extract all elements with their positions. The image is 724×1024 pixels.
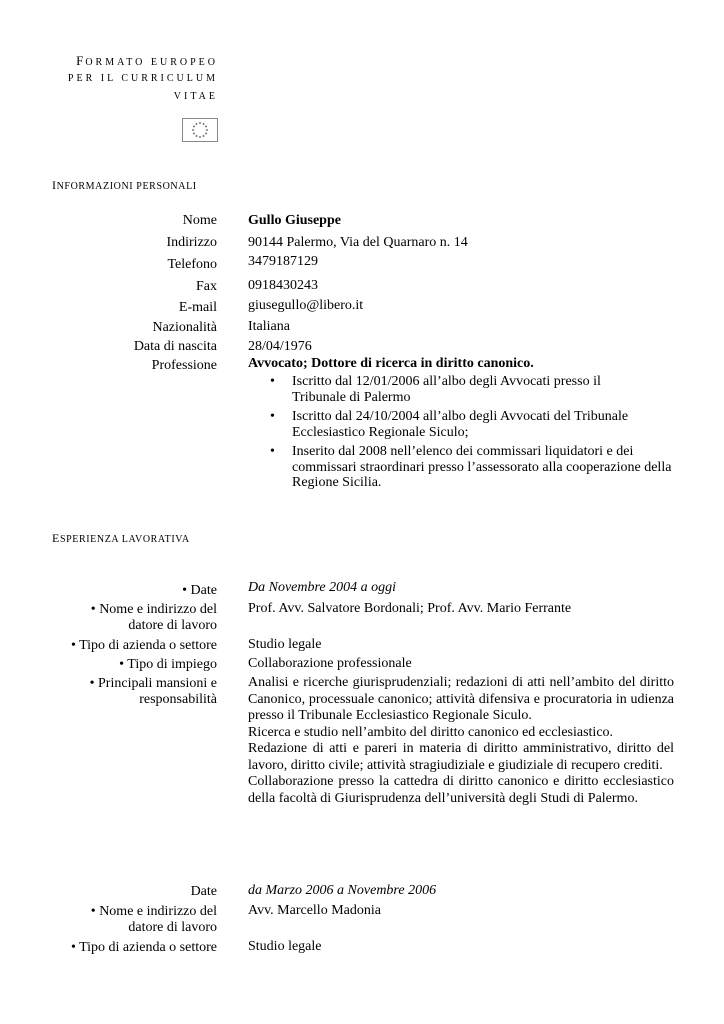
professione-bullet-list xyxy=(248,374,688,495)
job1-date: Da Novembre 2004 a oggi xyxy=(248,580,397,595)
value-data-nascita: 28/04/1976 xyxy=(248,339,312,354)
value-nazionalita: Italiana xyxy=(248,319,290,334)
label-telefono: Telefono xyxy=(167,257,217,272)
duty-paragraph: Collaborazione presso la cattedra di diritto canonico e diritto ecclesiastico della facoltà di Giurisprudenza dell’università degli Studi di Palermo. xyxy=(248,774,674,806)
label-professione: Professione xyxy=(151,358,217,373)
value-professione: Avvocato; Dottore di ricerca in diritto canonico. xyxy=(248,356,534,371)
label-indirizzo: Indirizzo xyxy=(166,235,217,250)
value-telefono: 3479187129 xyxy=(248,254,318,269)
cv-title-line-3: VITAE xyxy=(173,91,218,102)
value-indirizzo: 90144 Palermo, Via del Quarnaro n. 14 xyxy=(248,235,468,250)
list-item: • Inserito dal 2008 nell’elenco dei commissari liquidatori e dei commissari straordinari presso l’assessorato alla cooperazione della Regione Sicilia. xyxy=(248,444,688,491)
label-data-nascita: Data di nascita xyxy=(133,339,217,354)
job1-type: Collaborazione professionale xyxy=(248,656,412,671)
duty-paragraph: Analisi e ricerche giurisprudenziali; redazioni di atti nell’ambito del diritto Canonico, processuale canonico; attività difensiva e procuratoria in udienza presso il Tribunale Ecclesiastico Regionale Siculo. xyxy=(248,675,674,723)
duty-paragraph: Ricerca e studio nell’ambito del diritto canonico ed ecclesiastico. xyxy=(248,724,614,740)
job2-label-date: Date xyxy=(190,884,217,899)
job2-sector: Studio legale xyxy=(248,939,322,954)
value-email: giusegullo@libero.it xyxy=(248,298,364,313)
job1-label-duties: • Principali mansioni e responsabilità xyxy=(89,676,217,707)
section-work-experience: ESPERIENZA LAVORATIVA xyxy=(52,531,190,545)
value-fax: 0918430243 xyxy=(248,278,318,293)
job2-date: da Marzo 2006 a Novembre 2006 xyxy=(248,883,437,898)
job1-employer: Prof. Avv. Salvatore Bordonali; Prof. Avv. Mario Ferrante xyxy=(248,601,572,616)
job2-employer: Avv. Marcello Madonia xyxy=(248,903,381,918)
job1-label-employer: • Nome e indirizzo del datore di lavoro xyxy=(90,602,217,633)
eu-flag-icon xyxy=(182,118,218,142)
job1-sector: Studio legale xyxy=(248,637,322,652)
job1-label-date: • Date xyxy=(182,583,217,598)
cv-title-line-1: FORMATO EUROPEO xyxy=(76,53,218,68)
cv-title-line-2: PER IL CURRICULUM xyxy=(67,73,218,84)
list-item: • Iscritto dal 12/01/2006 all’albo degli Avvocati presso il Tribunale di Palermo xyxy=(248,374,608,405)
value-nome: Gullo Giuseppe xyxy=(248,213,341,228)
job2-label-employer: • Nome e indirizzo del datore di lavoro xyxy=(90,904,217,935)
job1-duties xyxy=(248,675,674,807)
label-nome: Nome xyxy=(182,213,217,228)
job2-label-sector: • Tipo di azienda o settore xyxy=(70,940,217,955)
label-nazionalita: Nazionalità xyxy=(152,320,217,335)
label-email: E-mail xyxy=(178,300,217,315)
duty-paragraph: Redazione di atti e pareri in materia di diritto amministrativo, diritto del lavoro, diritto civile; attività stragiudiziale e giudiziale di recupero crediti. xyxy=(248,741,674,773)
label-fax: Fax xyxy=(196,279,217,294)
section-personal-info: INFORMAZIONI PERSONALI xyxy=(52,178,197,192)
job1-label-type: • Tipo di impiego xyxy=(119,657,217,672)
list-item: • Iscritto dal 24/10/2004 all’albo degli Avvocati del Tribunale Ecclesiastico Regionale Siculo; xyxy=(248,409,688,440)
job1-label-sector: • Tipo di azienda o settore xyxy=(70,638,217,653)
